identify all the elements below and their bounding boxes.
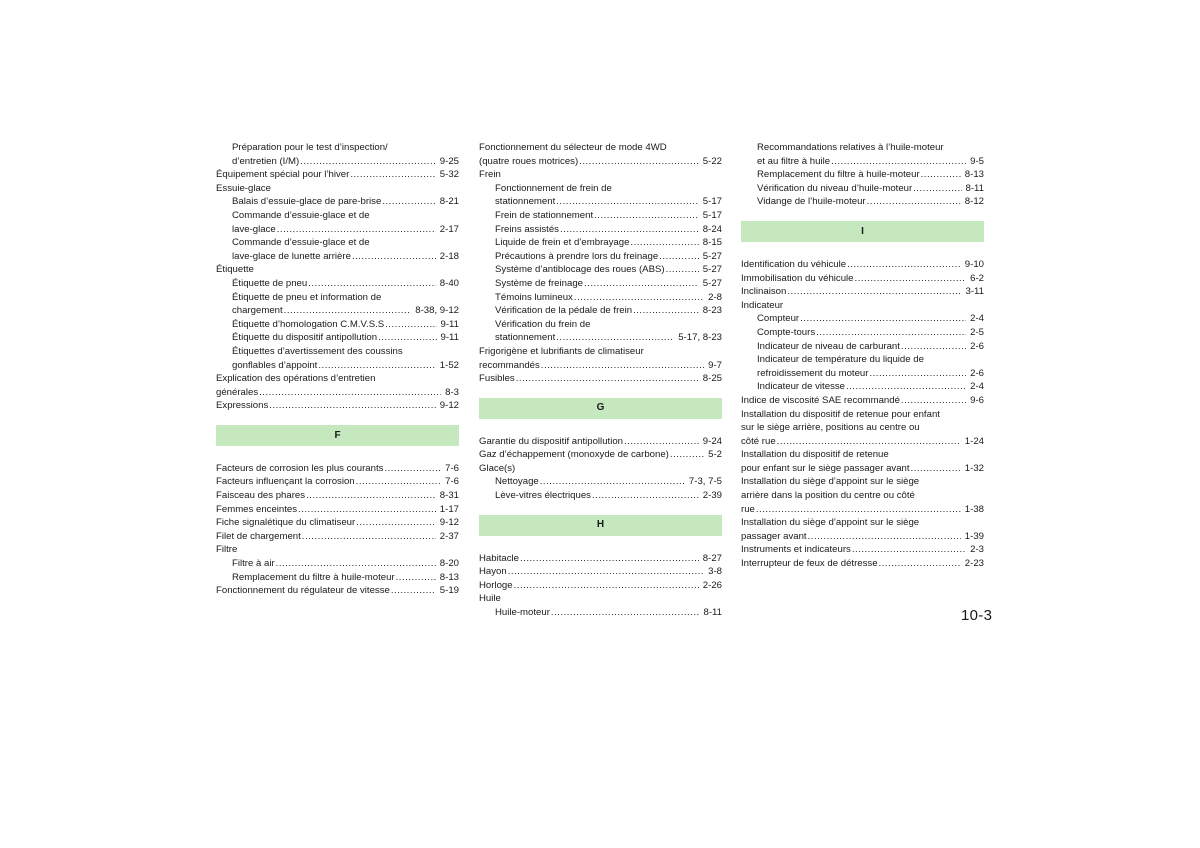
entry-text: pour enfant sur le siège passager avant [741,462,910,474]
index-entry [479,435,722,449]
index-entry [479,141,722,168]
page-reference: 9-11 [440,332,459,344]
index-entry [479,565,722,579]
index-column-3 [741,141,984,571]
entry-text: Vérification de la pédale de frein [495,305,633,317]
page-reference: 6-2 [970,272,984,284]
entry-text: Compte-tours [757,326,816,338]
index-entry [479,579,722,593]
page-reference: 8-25 [702,373,722,385]
entry-text: Immobilisation du véhicule [741,272,854,284]
entry-text: gonflables d’appoint [232,359,318,371]
dot-leader [352,250,436,264]
index-subentry [741,168,984,182]
dot-leader [384,462,441,476]
page-reference: 2-4 [970,313,984,325]
entry-text: sur le siège arrière, positions au centre ou [741,422,920,434]
entry-text: Indicateur de niveau de carburant [757,340,900,352]
entry-text: Remplacement du filtre à huile-moteur [757,169,920,181]
entry-text: chargement [232,305,283,317]
page-reference: 8-40 [439,277,459,289]
entry-text: Étiquette d’homologation C.M.V.S.S [232,318,385,330]
entry-text: lave-glace [232,223,276,235]
page-reference: 9-11 [440,318,459,330]
page-reference: 8-13 [964,169,984,181]
entry-text: Installation du dispositif de retenue [741,449,889,461]
index-subentry [741,312,984,326]
entry-text: Fonctionnement du sélecteur de mode 4WD [479,142,667,153]
page-reference: 9-24 [702,435,722,447]
index-subentry [741,380,984,394]
dot-leader [302,530,436,544]
page-reference: 5-27 [702,277,722,289]
dot-leader [385,318,436,332]
entry-text: Indicateur de température du liquide de [757,354,924,366]
page-reference: 2-26 [702,579,722,591]
index-subentry [741,182,984,196]
dot-leader [901,340,966,354]
page-reference: 9-12 [439,517,459,529]
dot-leader [259,386,441,400]
dot-leader [579,155,699,169]
dot-leader [756,503,961,517]
page-reference: 5-32 [439,169,459,181]
dot-leader [584,277,699,291]
dot-leader [382,195,435,209]
index-subentry [479,277,722,291]
dot-leader [800,312,966,326]
index-entry [741,516,984,543]
section-header-h: H [479,515,722,536]
dot-leader [308,277,436,291]
index-subentry [216,557,459,571]
dot-leader [846,380,966,394]
entry-text: générales [216,386,259,398]
entry-text: Frein [479,169,501,181]
entry-text: Remplacement du filtre à huile-moteur [232,571,395,583]
dot-leader [592,489,699,503]
entry-text: Vérification du niveau d’huile-moteur [757,182,913,194]
entry-text: Hayon [479,566,507,578]
entry-text: Témoins lumineux [495,291,573,303]
entry-text: Fonctionnement du régulateur de vitesse [216,585,390,597]
entry-text: Horloge [479,579,513,591]
index-subentry [479,209,722,223]
page-reference: 9-12 [439,400,459,412]
index-subentry [479,236,722,250]
dot-leader [541,359,704,373]
index-entry [479,345,722,372]
entry-text: rue [741,503,755,515]
index-entry [216,168,459,182]
page-reference: 8-20 [439,558,459,570]
dot-leader [508,565,704,579]
entry-text: Installation du siège d’appoint sur le siège [741,517,920,529]
entry-text: Gaz d’échappement (monoxyde de carbone) [479,449,669,461]
dot-leader [913,182,961,196]
page-reference: 8-11 [965,182,984,194]
index-entry [479,168,722,182]
index-entry [479,372,722,386]
page-reference: 5-17 [702,196,722,208]
entry-text: Expressions [216,400,269,412]
page-reference: 2-37 [439,530,459,542]
page-reference: 5-27 [702,250,722,262]
dot-leader [911,462,961,476]
index-entry [479,592,722,606]
index-entry [741,394,984,408]
entry-text: Filtre [216,544,238,556]
index-subentry [216,277,459,291]
page-reference: 2-17 [439,223,459,235]
dot-leader [356,475,441,489]
page-reference: 9-6 [970,394,984,406]
entry-text: Vérification du frein de [495,318,591,330]
dot-leader [356,516,436,530]
dot-leader [560,223,699,237]
page-reference: 8-31 [439,490,459,502]
page-reference: 1-32 [964,462,984,474]
entry-text: Habitacle [479,552,519,564]
entry-text: arrière dans la position du centre ou côté [741,490,915,502]
index-entry [216,399,459,413]
index-entry [216,462,459,476]
index-entry [479,448,722,462]
entry-text: Étiquette de pneu et information de [232,291,382,303]
entry-text: stationnement [495,196,556,208]
page-reference: 8-24 [702,223,722,235]
dot-leader [378,331,436,345]
dot-leader [514,579,699,593]
dot-leader [816,326,966,340]
dot-leader [624,435,699,449]
dot-leader [551,606,700,620]
index-subentry [216,236,459,263]
index-subentry [479,606,722,620]
page-reference: 8-15 [702,237,722,249]
page-reference: 8-23 [702,305,722,317]
index-subentry [216,195,459,209]
entry-text: Commande d’essuie-glace et de [232,209,370,221]
entry-text: Facteurs influençant la corrosion [216,476,355,488]
page-reference: 9-5 [970,155,984,167]
index-entry [216,475,459,489]
index-entry [216,516,459,530]
dot-leader [556,195,699,209]
index-subentry [479,489,722,503]
page-reference: 2-18 [439,250,459,262]
page-reference: 5-17 [702,209,722,221]
page-reference: 5-27 [702,264,722,276]
entry-text: Lève-vitres électriques [495,490,591,502]
entry-text: Indicateur de vitesse [757,381,845,393]
index-subentry [216,345,459,372]
dot-leader [869,367,966,381]
index-subentry [216,291,459,318]
index-subentry [216,141,459,168]
index-subentry [479,318,722,345]
page-reference: 5-2 [708,449,722,461]
entry-text: Recommandations relatives à l’huile-moteur [757,142,944,153]
entry-text: Installation du dispositif de retenue pour enfant [741,408,940,420]
entry-text: Étiquettes d’avertissement des coussins [232,345,403,357]
page-reference: 7-6 [445,476,459,488]
entry-text: Fonctionnement de frein de [495,182,612,194]
dot-leader [901,394,966,408]
entry-text: Système d’antiblocage des roues (ABS) [495,264,665,276]
dot-leader [777,435,961,449]
page-number: 10-3 [961,607,993,624]
page-reference: 2-8 [708,291,722,303]
dot-leader [847,258,961,272]
entry-text: Compteur [757,313,800,325]
page-reference: 3-11 [965,286,984,298]
index-subentry [479,223,722,237]
dot-leader [350,168,435,182]
dot-leader [630,236,698,250]
entry-text: côté rue [741,435,776,447]
dot-leader [520,552,699,566]
page-reference: 2-5 [970,326,984,338]
page-reference: 2-4 [970,381,984,393]
index-entry [741,475,984,516]
entry-text: Fusibles [479,373,515,385]
page-reference: 1-38 [964,503,984,515]
section-header-f: F [216,425,459,446]
index-subentry [479,304,722,318]
page-reference: 8-13 [439,571,459,583]
dot-leader [574,291,704,305]
dot-leader [670,448,704,462]
entry-text: Filtre à air [232,558,275,570]
entry-text: Huile-moteur [495,607,550,619]
dot-leader [540,475,685,489]
entry-text: Faisceau des phares [216,490,306,502]
entry-text: Indice de viscosité SAE recommandé [741,394,900,406]
index-entry [741,543,984,557]
index-entry [216,584,459,598]
entry-text: Équipement spécial pour l’hiver [216,169,350,181]
index-entry [216,503,459,517]
page-reference: 2-39 [702,490,722,502]
page-reference: 2-6 [970,340,984,352]
entry-text: passager avant [741,530,807,542]
dot-leader [277,223,436,237]
dot-leader [831,155,966,169]
entry-text: Liquide de frein et d’embrayage [495,237,630,249]
entry-text: Indicateur [741,299,784,311]
entry-text: Balais d’essuie-glace de pare-brise [232,196,382,208]
entry-text: Étiquette [216,264,254,276]
page-reference: 2-23 [964,558,984,570]
dot-leader [594,209,699,223]
index-subentry [479,475,722,489]
entry-text: (quatre roues motrices) [479,155,579,167]
page-reference: 9-7 [708,359,722,371]
entry-text: Huile [479,593,501,605]
dot-leader [396,571,436,585]
index-entry [216,182,459,196]
index-subentry [479,182,722,209]
page-reference: 1-17 [439,503,459,515]
section-header-g: G [479,398,722,419]
index-subentry [216,209,459,236]
index-subentry [216,318,459,332]
dot-leader [921,168,961,182]
index-entry [479,552,722,566]
index-subentry [741,326,984,340]
index-entry [741,272,984,286]
index-entry [216,263,459,277]
dot-leader [879,557,961,571]
dot-leader [318,359,435,373]
dot-leader [556,331,674,345]
index-entry [216,543,459,557]
page-reference: 8-27 [702,552,722,564]
page-reference: 8-3 [445,386,459,398]
page-reference: 8-11 [703,607,722,619]
page-reference: 7-3, 7-5 [688,476,722,488]
index-subentry [741,141,984,168]
entry-text: Inclinaison [741,286,787,298]
page-reference: 9-25 [439,155,459,167]
index-subentry [216,331,459,345]
dot-leader [808,530,961,544]
index-subentry [479,291,722,305]
page-reference: 2-6 [970,367,984,379]
index-subentry [741,353,984,380]
dot-leader [276,557,436,571]
entry-text: Commande d’essuie-glace et de [232,237,370,249]
entry-text: Instruments et indicateurs [741,544,851,556]
dot-leader [666,263,699,277]
entry-text: Nettoyage [495,476,539,488]
dot-leader [306,489,436,503]
entry-text: Essuie-glace [216,182,271,194]
entry-text: Vidange de l’huile-moteur [757,196,866,208]
entry-text: et au filtre à huile [757,155,831,167]
page-reference: 5-17, 8-23 [678,332,722,344]
page-reference: 1-52 [439,359,459,371]
entry-text: Étiquette de pneu [232,277,308,289]
page-reference: 7-6 [445,462,459,474]
page-reference: 5-22 [702,155,722,167]
entry-text: Facteurs de corrosion les plus courants [216,462,384,474]
entry-text: Fiche signalétique du climatiseur [216,517,356,529]
dot-leader [284,304,412,318]
dot-leader [300,155,436,169]
page-reference: 5-19 [439,585,459,597]
index-subentry [479,250,722,264]
page-reference: 1-39 [964,530,984,542]
entry-text: Préparation pour le test d’inspection/ [232,142,388,153]
page-reference: 1-24 [964,435,984,447]
index-subentry [479,263,722,277]
page-reference: 8-12 [964,196,984,208]
entry-text: Étiquette du dispositif antipollution [232,332,378,344]
dot-leader [391,584,436,598]
dot-leader [867,195,961,209]
index-subentry [216,571,459,585]
dot-leader [855,272,967,286]
entry-text: stationnement [495,332,556,344]
entry-text: Frigorigène et lubrifiants de climatiseur [479,345,644,357]
entry-text: Frein de stationnement [495,209,594,221]
page-reference: 8-38, 9-12 [415,305,459,317]
index-entry [479,462,722,476]
index-entry [741,408,984,449]
index-entry [741,448,984,475]
entry-text: Interrupteur de feux de détresse [741,558,878,570]
index-entry [741,557,984,571]
index-column-1 [216,141,459,598]
dot-leader [659,250,699,264]
entry-text: Glace(s) [479,462,516,474]
entry-text: Explication des opérations d’entretien [216,373,376,385]
dot-leader [269,399,436,413]
entry-text: Freins assistés [495,223,559,235]
index-entry [216,372,459,399]
page-reference: 8-21 [439,196,459,208]
entry-text: Précautions à prendre lors du freinage [495,250,659,262]
entry-text: Identification du véhicule [741,258,847,270]
entry-text: Garantie du dispositif antipollution [479,435,623,447]
index-column-2 [479,141,722,620]
index-entry [741,258,984,272]
dot-leader [787,285,961,299]
page-reference: 3-8 [708,566,722,578]
entry-text: Filet de chargement [216,530,301,542]
dot-leader [516,372,699,386]
index-subentry [741,340,984,354]
index-entry [741,299,984,313]
entry-text: Installation du siège d’appoint sur le siège [741,476,920,488]
index-entry [216,489,459,503]
index-subentry [741,195,984,209]
entry-text: refroidissement du moteur [757,367,869,379]
entry-text: recommandés [479,359,540,371]
index-entry [741,285,984,299]
index-entry [216,530,459,544]
page-reference: 9-10 [964,258,984,270]
section-header-i: I [741,221,984,242]
entry-text: d’entretien (I/M) [232,155,300,167]
page-reference: 2-3 [970,544,984,556]
dot-leader [298,503,436,517]
entry-text: Femmes enceintes [216,503,298,515]
dot-leader [633,304,699,318]
entry-text: lave-glace de lunette arrière [232,250,351,262]
dot-leader [852,543,966,557]
entry-text: Système de freinage [495,277,583,289]
